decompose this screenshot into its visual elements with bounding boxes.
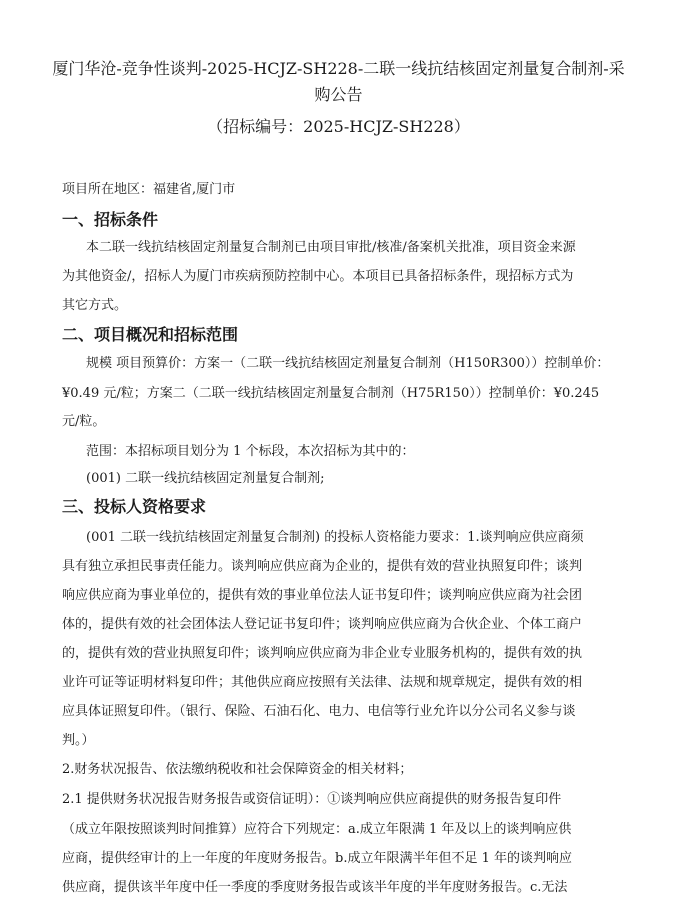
- section-3-line: 判。）: [62, 733, 95, 748]
- section-2-line: ¥0.49 元/粒；方案二（二联一线抗结核固定剂量复合制剂（H75R150））控制单价：¥0.245: [62, 386, 600, 401]
- section-3-line: 具有独立承担民事责任能力。谈判响应供应商为企业的，提供有效的营业执照复印件；谈判: [62, 559, 583, 574]
- section-3-line: 2.财务状况报告、依法缴纳税收和社会保障资金的相关材料；: [62, 762, 413, 777]
- section-3-line: (001 二联一线抗结核固定剂量复合制剂) 的投标人资格能力要求：1.谈判响应供应商须: [86, 530, 584, 545]
- section-3-line: 体的，提供有效的社会团体法人登记证书复印件；谈判响应供应商为合伙企业、个体工商户: [62, 617, 583, 632]
- section-3-line: 应具体证照复印件。（银行、保险、石油石化、电力、电信等行业允许以分公司名义参与谈: [62, 704, 576, 719]
- project-region: 项目所在地区：福建省,厦门市: [62, 182, 236, 197]
- section-1-line: 本二联一线抗结核固定剂量复合制剂已由项目审批/核准/备案机关批准，项目资金来源: [86, 240, 576, 255]
- section-3-line: 业许可证等证明材料复印件；其他供应商应按照有关法律、法规和规章规定，提供有效的相: [62, 675, 583, 690]
- section-2-heading: 二、项目概况和招标范围: [62, 325, 239, 344]
- section-3-line: 供应商，提供该半年度中任一季度的季度财务报告或该半年度的半年度财务报告。c.无法: [62, 880, 568, 895]
- section-1-line: 为其他资金/，招标人为厦门市疾病预防控制中心。本项目已具备招标条件，现招标方式为: [62, 269, 574, 284]
- section-3-line: 的，提供有效的营业执照复印件；谈判响应供应商为非企业专业服务机构的，提供有效的执: [62, 646, 583, 661]
- section-1-line: 其它方式。: [62, 298, 128, 313]
- section-1-heading: 一、招标条件: [62, 210, 159, 229]
- section-2-line: 规模 项目预算价：方案一（二联一线抗结核固定剂量复合制剂（H150R300））控制单价：: [86, 356, 610, 371]
- doc-title-line-2: 购公告: [314, 85, 363, 104]
- section-3-line: 响应供应商为事业单位的，提供有效的事业单位法人证书复印件；谈判响应供应商为社会团: [62, 588, 583, 603]
- section-3-line: 2.1 提供财务状况报告财务报告或资信证明）：①谈判响应供应商提供的财务报告复印件: [62, 792, 562, 807]
- doc-title-code: （招标编号：2025-HCJZ-SH228）: [207, 117, 470, 136]
- section-3-line: 应商，提供经审计的上一年度的年度财务报告。b.成立年限满半年但不足 1 年的谈判响应: [62, 851, 572, 866]
- section-2-line: (001) 二联一线抗结核固定剂量复合制剂;: [86, 471, 325, 486]
- section-3-heading: 三、投标人资格要求: [62, 497, 207, 516]
- section-2-line: 范围：本招标项目划分为 1 个标段，本次招标为其中的：: [86, 444, 415, 459]
- section-2-line: 元/粒。: [62, 414, 106, 429]
- doc-title-line-1: 厦门华沧-竞争性谈判-2025-HCJZ-SH228-二联一线抗结核固定剂量复合制剂-采: [52, 59, 625, 78]
- section-3-line: （成立年限按照谈判时间推算）应符合下列规定：a.成立年限满 1 年及以上的谈判响应供: [62, 822, 572, 837]
